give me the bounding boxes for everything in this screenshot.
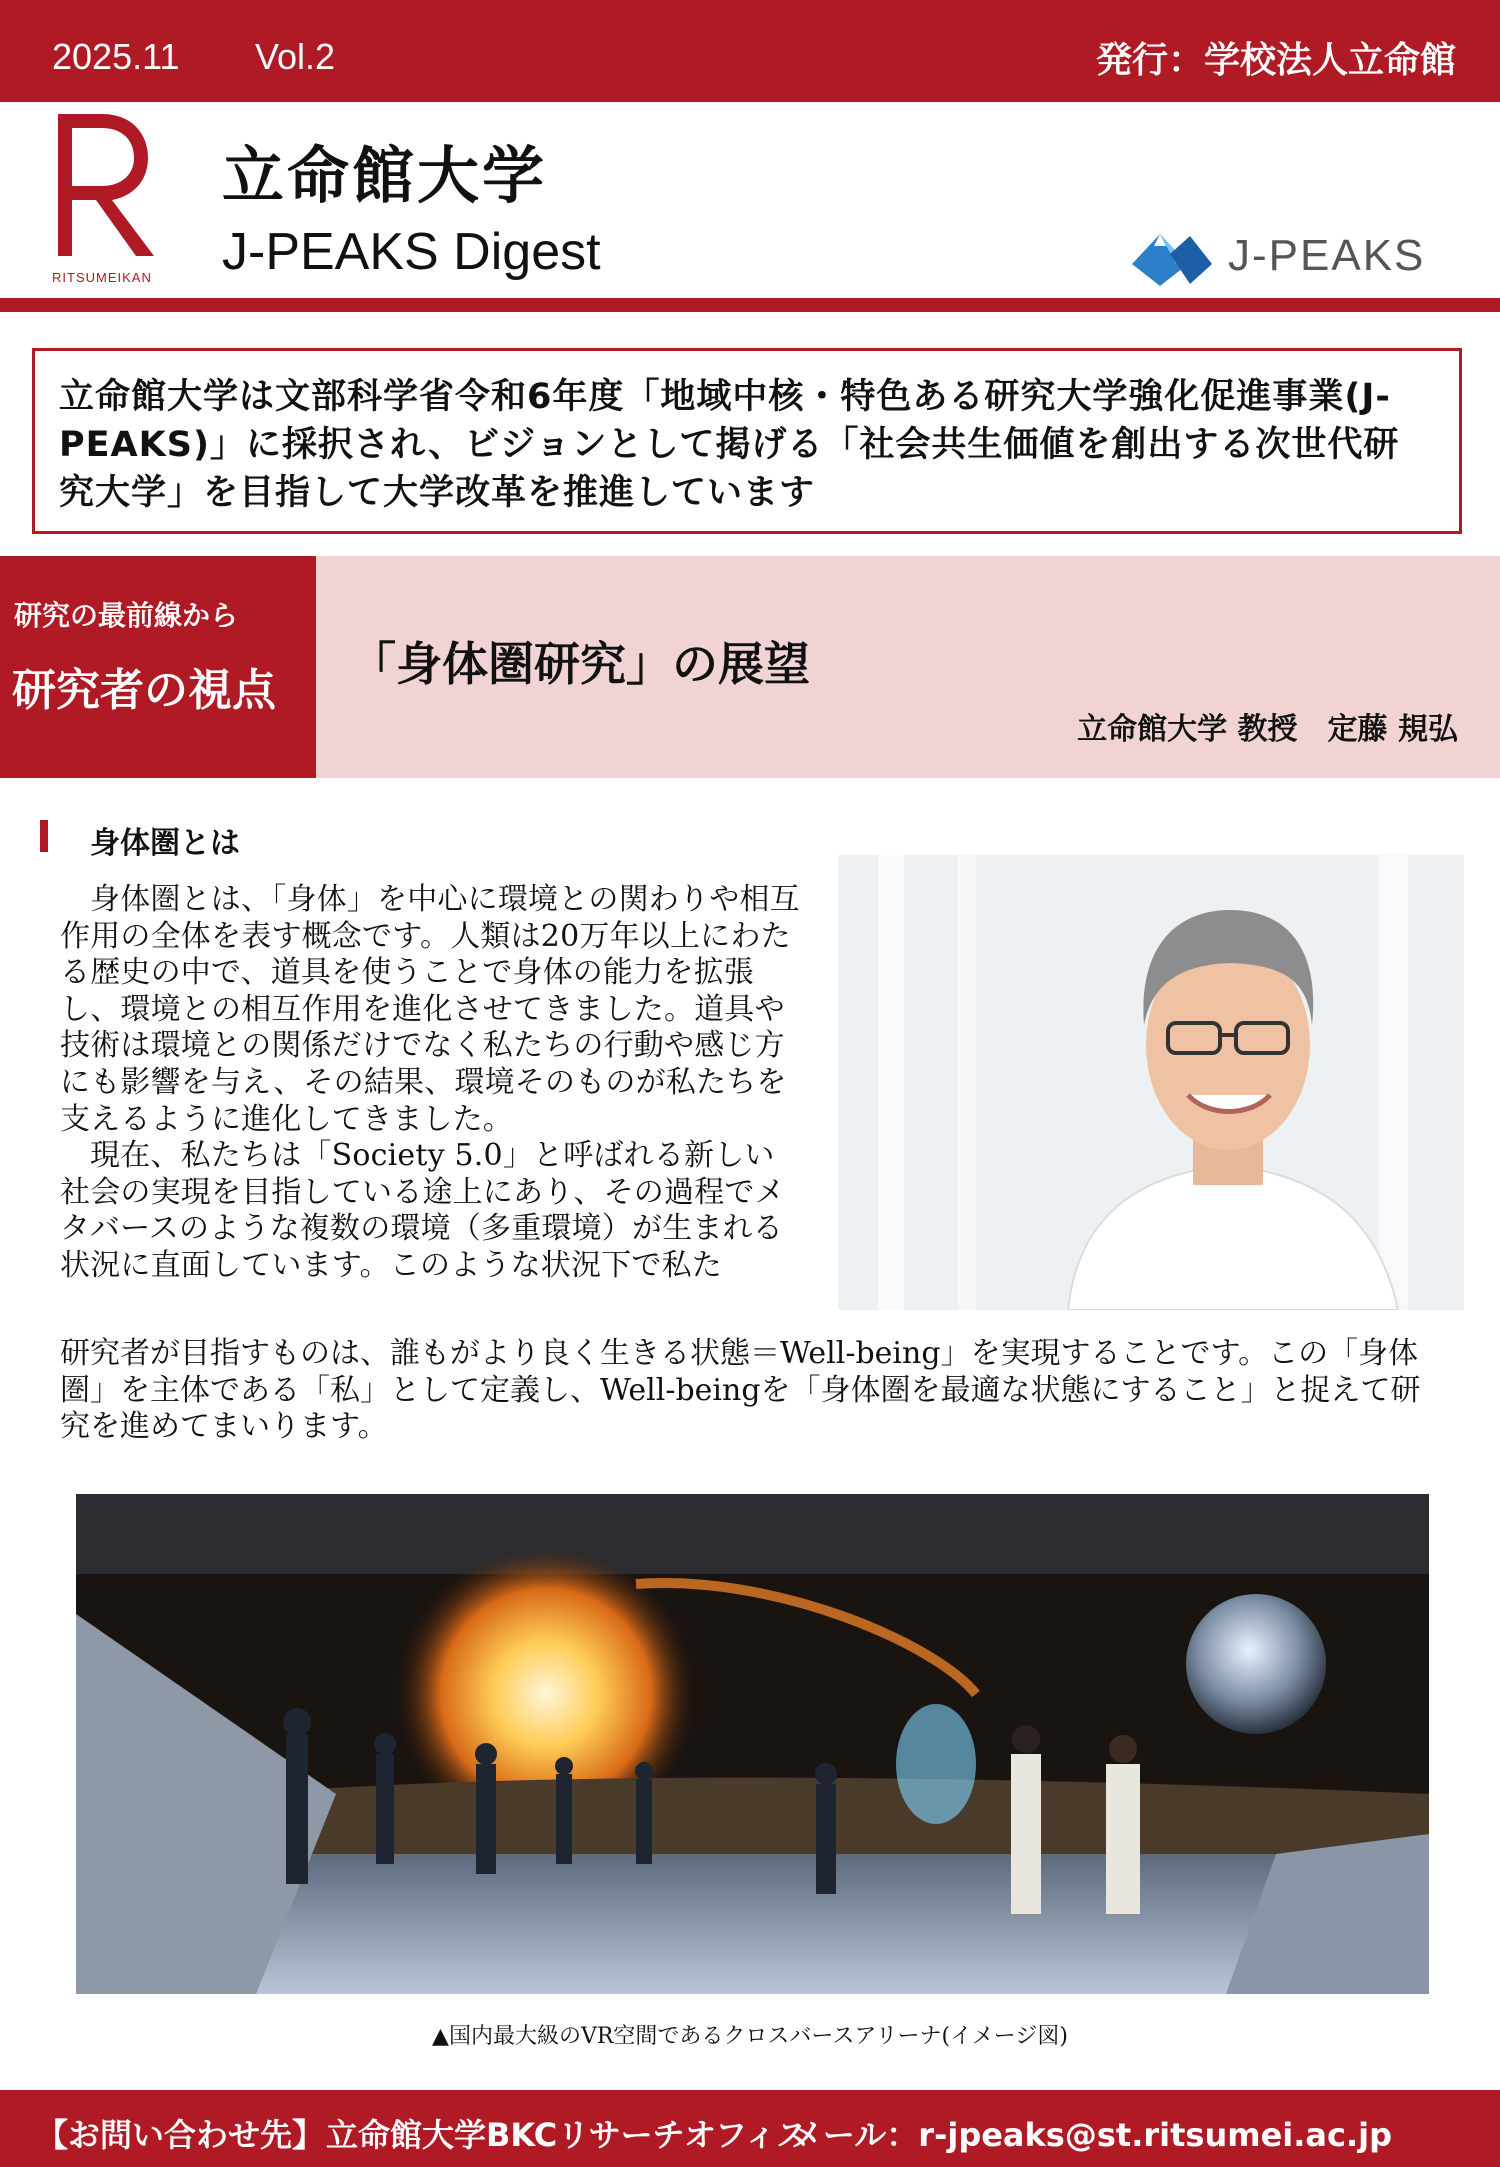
subheading: 身体圏とは bbox=[90, 826, 240, 861]
university-name: 立命館大学 bbox=[222, 139, 548, 212]
contact-office: 立命館大学BKCリサーチオフィス bbox=[326, 2116, 809, 2154]
section-label-small: 研究の最前線から bbox=[14, 599, 239, 632]
issue-volume: Vol.2 bbox=[255, 36, 336, 77]
jpeaks-logo bbox=[1130, 222, 1460, 290]
vr-arena-image bbox=[76, 1494, 1429, 1994]
publisher: 発行：学校法人立命館 bbox=[1095, 40, 1456, 81]
article-body bbox=[60, 882, 800, 1285]
section-label-big: 研究者の視点 bbox=[12, 665, 276, 716]
contact-email[interactable]: メール：r-jpeaks@st.ritsumei.ac.jp bbox=[790, 2116, 1392, 2154]
professor-portrait bbox=[838, 855, 1464, 1310]
logo-caption: RITSUMEIKAN bbox=[52, 270, 152, 285]
contact-label: 【お問い合わせ先】 bbox=[36, 2116, 325, 2154]
author: 立命館大学 教授 定藤 規弘 bbox=[1077, 712, 1458, 747]
paragraph-1: 身体圏とは、「身体」を中心に環境との関わりや相互作用の全体を表す概念です。人類は20万年以上にわたる歴史の中で、道具を使うことで身体の能力を拡張し、環境との相互作用を進化させてきました。道具や技術は環境との関係だけでなく私たちの行動や感じ方にも影響を与え、その結果、環境そのものが私たちを支えるように進化してきました。 bbox=[60, 882, 800, 1137]
issue-date: 2025.11 bbox=[52, 36, 180, 77]
footer bbox=[0, 2090, 1500, 2167]
intro-text: 立命館大学は文部科学省令和6年度「地域中核・特色ある研究大学強化促進事業(J-PEAKS)」に採択され、ビジョンとして掲げる「社会共生価値を創出する次世代研究大学」を目指して大学改革を推進しています bbox=[59, 377, 1400, 513]
section-label bbox=[0, 556, 316, 778]
mountain-icon bbox=[1130, 224, 1214, 288]
image-caption: ▲国内最大級のVR空間であるクロスバースアリーナ(イメージ図) bbox=[432, 2024, 1068, 2049]
digest-title: J-PEAKS Digest bbox=[222, 223, 601, 281]
header-rule bbox=[0, 298, 1500, 312]
intro-box bbox=[32, 348, 1462, 534]
subheading-marker bbox=[40, 820, 48, 852]
article-title: 「身体圏研究」の展望 bbox=[350, 637, 810, 691]
paragraph-2: 現在、私たちは「Society 5.0」と呼ばれる新しい社会の実現を目指している途上にあり、その過程でメタバースのような複数の環境（多重環境）が生まれる状況に直面しています。このような状況下で私た bbox=[60, 1138, 785, 1283]
top-banner bbox=[0, 0, 1500, 102]
article-continuation: 研究者が目指すものは、誰もがより良く生きる状態＝Well-being」を実現することです。この「身体圏」を主体である「私」として定義し、Well-beingを「身体圏を最適な状態にすること」と捉えて研究を進めてまいります。 bbox=[60, 1336, 1440, 1446]
jpeaks-logo-text: J-PEAKS bbox=[1228, 231, 1426, 280]
ritsumeikan-logo bbox=[50, 110, 160, 260]
